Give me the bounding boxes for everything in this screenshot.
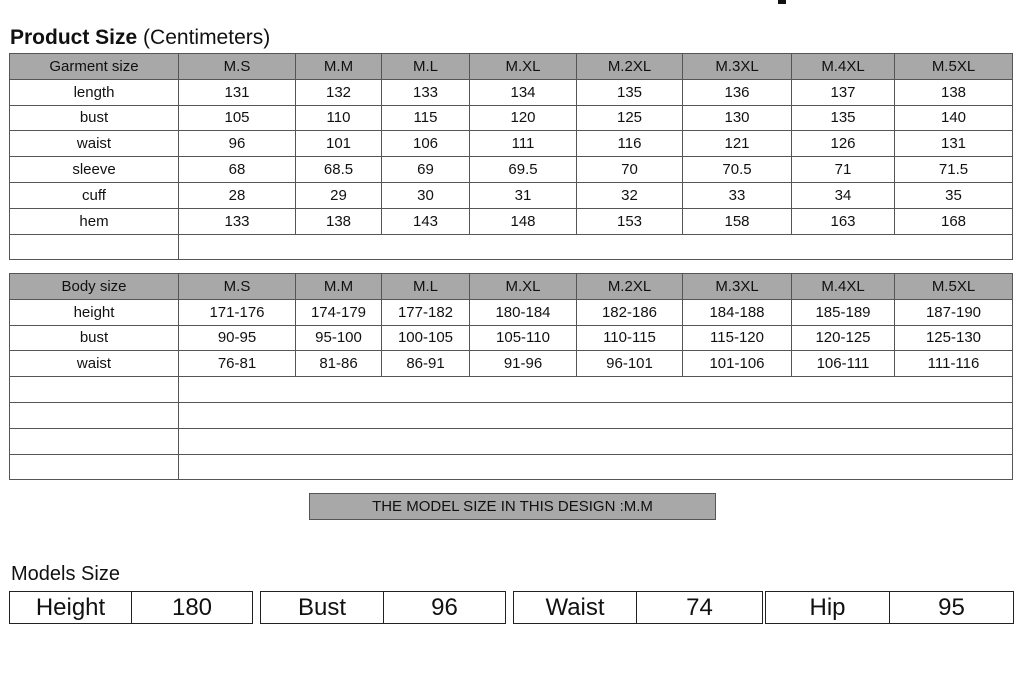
body-empty-label-cell — [10, 402, 179, 428]
body-cell: 171-176 — [179, 299, 296, 325]
garment-cell: 69 — [382, 157, 470, 183]
garment-cell: 116 — [577, 131, 683, 157]
garment-cell: 136 — [683, 79, 792, 105]
garment-row-length — [10, 79, 1013, 105]
garment-row-label: sleeve — [10, 157, 179, 183]
garment-empty-row — [10, 234, 1013, 260]
body-cell: 110-115 — [577, 325, 683, 351]
body-size-header: M.5XL — [895, 274, 1013, 300]
garment-cell: 70.5 — [683, 157, 792, 183]
garment-cell: 31 — [470, 182, 577, 208]
body-empty-row — [10, 454, 1013, 480]
garment-row-sleeve — [10, 157, 1013, 183]
top-edge-mark — [778, 0, 786, 4]
body-empty-value-cell — [179, 402, 1013, 428]
models-size-value: 95 — [938, 594, 965, 621]
body-cell: 185-189 — [792, 299, 895, 325]
body-size-header: M.4XL — [792, 274, 895, 300]
body-cell: 81-86 — [296, 351, 382, 377]
garment-cell: 69.5 — [470, 157, 577, 183]
garment-cell: 134 — [470, 79, 577, 105]
body-row-waist — [10, 351, 1013, 377]
body-empty-value-cell — [179, 454, 1013, 480]
garment-size-header: M.3XL — [683, 54, 792, 80]
garment-header-row — [10, 54, 1013, 80]
body-cell: 100-105 — [382, 325, 470, 351]
models-size-group-height — [9, 591, 253, 624]
title-main: Product Size — [10, 26, 138, 49]
body-size-table — [9, 273, 1013, 480]
garment-size-header: M.5XL — [895, 54, 1013, 80]
body-header-row — [10, 274, 1013, 300]
garment-row-label: cuff — [10, 182, 179, 208]
models-size-value: 180 — [171, 594, 213, 621]
body-cell: 174-179 — [296, 299, 382, 325]
garment-cell: 28 — [179, 182, 296, 208]
garment-cell: 140 — [895, 105, 1013, 131]
body-cell: 95-100 — [296, 325, 382, 351]
garment-size-header: M.M — [296, 54, 382, 80]
body-cell: 115-120 — [683, 325, 792, 351]
garment-cell: 115 — [382, 105, 470, 131]
body-cell: 125-130 — [895, 325, 1013, 351]
body-header-label: Body size — [10, 274, 179, 300]
garment-size-header: M.2XL — [577, 54, 683, 80]
garment-row-label: bust — [10, 105, 179, 131]
garment-cell: 138 — [895, 79, 1013, 105]
garment-cell: 130 — [683, 105, 792, 131]
body-empty-label-cell — [10, 428, 179, 454]
body-size-header: M.3XL — [683, 274, 792, 300]
garment-cell: 126 — [792, 131, 895, 157]
models-size-value: 74 — [686, 594, 713, 621]
garment-cell: 34 — [792, 182, 895, 208]
body-row-label: bust — [10, 325, 179, 351]
body-cell: 101-106 — [683, 351, 792, 377]
models-size-key: Height — [10, 592, 132, 623]
garment-row-hem — [10, 208, 1013, 234]
garment-cell: 101 — [296, 131, 382, 157]
garment-cell: 137 — [792, 79, 895, 105]
garment-size-header: M.4XL — [792, 54, 895, 80]
body-cell: 86-91 — [382, 351, 470, 377]
body-row-bust — [10, 325, 1013, 351]
body-cell: 177-182 — [382, 299, 470, 325]
garment-cell: 132 — [296, 79, 382, 105]
garment-cell: 133 — [382, 79, 470, 105]
body-size-header: M.XL — [470, 274, 577, 300]
garment-cell: 68 — [179, 157, 296, 183]
model-design-size-banner: THE MODEL SIZE IN THIS DESIGN :M.M — [309, 493, 716, 520]
models-size-group-waist — [513, 591, 763, 624]
body-cell: 184-188 — [683, 299, 792, 325]
body-cell: 111-116 — [895, 351, 1013, 377]
title-units: (Centimeters) — [143, 26, 271, 49]
body-cell: 106-111 — [792, 351, 895, 377]
garment-cell: 106 — [382, 131, 470, 157]
body-cell: 90-95 — [179, 325, 296, 351]
models-size-value: 96 — [431, 594, 458, 621]
body-cell: 187-190 — [895, 299, 1013, 325]
garment-cell: 131 — [179, 79, 296, 105]
body-cell: 105-110 — [470, 325, 577, 351]
garment-cell: 135 — [792, 105, 895, 131]
garment-cell: 120 — [470, 105, 577, 131]
models-size-group-bust — [260, 591, 506, 624]
models-size-group-hip — [765, 591, 1014, 624]
body-cell: 76-81 — [179, 351, 296, 377]
garment-cell: 163 — [792, 208, 895, 234]
garment-cell: 33 — [683, 182, 792, 208]
garment-cell: 138 — [296, 208, 382, 234]
garment-cell: 153 — [577, 208, 683, 234]
garment-cell: 30 — [382, 182, 470, 208]
body-empty-row — [10, 377, 1013, 403]
garment-empty-value-cell — [179, 234, 1013, 260]
garment-cell: 111 — [470, 131, 577, 157]
garment-size-header: M.S — [179, 54, 296, 80]
garment-cell: 71 — [792, 157, 895, 183]
garment-row-waist — [10, 131, 1013, 157]
garment-cell: 135 — [577, 79, 683, 105]
garment-cell: 158 — [683, 208, 792, 234]
garment-row-label: length — [10, 79, 179, 105]
body-cell: 182-186 — [577, 299, 683, 325]
garment-cell: 133 — [179, 208, 296, 234]
body-cell: 91-96 — [470, 351, 577, 377]
body-empty-row — [10, 428, 1013, 454]
garment-size-header: M.XL — [470, 54, 577, 80]
garment-row-label: hem — [10, 208, 179, 234]
garment-cell: 110 — [296, 105, 382, 131]
body-empty-value-cell — [179, 377, 1013, 403]
garment-cell: 71.5 — [895, 157, 1013, 183]
garment-cell: 121 — [683, 131, 792, 157]
garment-cell: 96 — [179, 131, 296, 157]
body-row-label: height — [10, 299, 179, 325]
page-title — [10, 25, 270, 51]
garment-cell: 168 — [895, 208, 1013, 234]
body-cell: 96-101 — [577, 351, 683, 377]
body-empty-label-cell — [10, 454, 179, 480]
garment-cell: 148 — [470, 208, 577, 234]
garment-cell: 35 — [895, 182, 1013, 208]
garment-cell: 29 — [296, 182, 382, 208]
body-empty-value-cell — [179, 428, 1013, 454]
garment-cell: 105 — [179, 105, 296, 131]
garment-row-cuff — [10, 182, 1013, 208]
body-row-label: waist — [10, 351, 179, 377]
garment-size-table — [9, 53, 1013, 260]
body-empty-row — [10, 402, 1013, 428]
models-size-key: Waist — [514, 592, 637, 623]
garment-cell: 68.5 — [296, 157, 382, 183]
models-size-title: Models Size — [11, 563, 120, 585]
garment-header-label: Garment size — [10, 54, 179, 80]
garment-cell: 143 — [382, 208, 470, 234]
body-size-header: M.S — [179, 274, 296, 300]
body-cell: 180-184 — [470, 299, 577, 325]
body-size-header: M.L — [382, 274, 470, 300]
body-row-height — [10, 299, 1013, 325]
garment-empty-label-cell — [10, 234, 179, 260]
garment-cell: 131 — [895, 131, 1013, 157]
body-size-header: M.2XL — [577, 274, 683, 300]
models-size-key: Bust — [261, 592, 384, 623]
body-cell: 120-125 — [792, 325, 895, 351]
garment-size-header: M.L — [382, 54, 470, 80]
models-size-row — [9, 591, 1015, 624]
garment-cell: 32 — [577, 182, 683, 208]
body-size-header: M.M — [296, 274, 382, 300]
body-empty-label-cell — [10, 377, 179, 403]
garment-row-label: waist — [10, 131, 179, 157]
models-size-key: Hip — [766, 592, 890, 623]
garment-cell: 125 — [577, 105, 683, 131]
garment-cell: 70 — [577, 157, 683, 183]
garment-row-bust — [10, 105, 1013, 131]
